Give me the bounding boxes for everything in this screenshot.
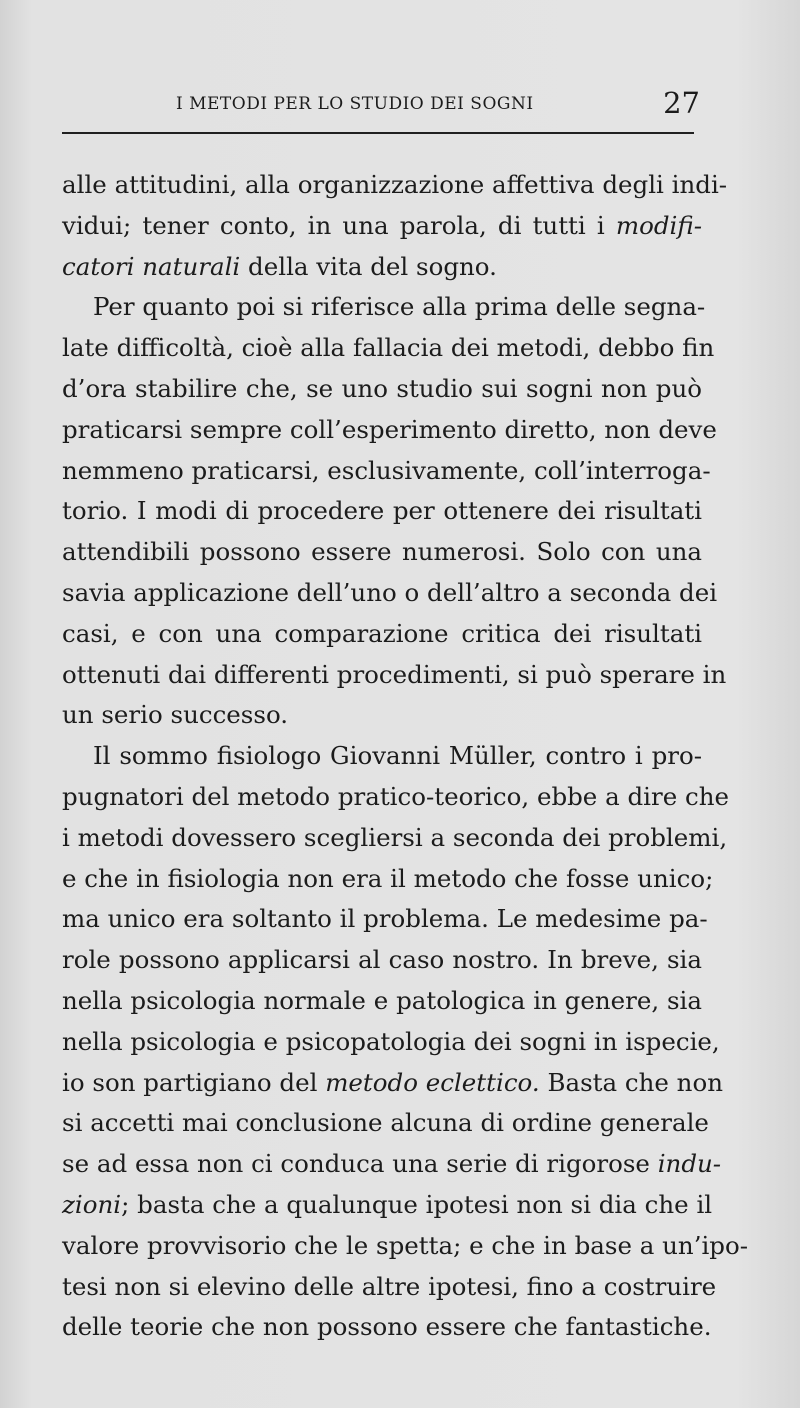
page-header xyxy=(62,86,700,126)
italic-term: catori naturali xyxy=(62,251,241,281)
text-line: delle teorie che non possono essere che fantastiche. xyxy=(62,1312,712,1342)
text-line: tesi non si elevino delle altre ipotesi, fino a costruire xyxy=(62,1271,717,1301)
page-number: 27 xyxy=(663,86,700,120)
text-line: role possono applicarsi al caso nostro. In breve, sia xyxy=(62,945,702,975)
text-line: Per quanto poi si riferisce alla prima delle segna- xyxy=(93,292,706,322)
text-line: ottenuti dai differenti procedimenti, si può sperare in xyxy=(62,659,727,689)
text-line: si accetti mai conclusione alcuna di ordine generale xyxy=(62,1108,709,1138)
text-line: late difficoltà, cioè alla fallacia dei metodi, debbo fin xyxy=(62,333,715,363)
italic-term: indu- xyxy=(657,1149,722,1179)
text-line: i metodi dovessero scegliersi a seconda dei problemi, xyxy=(62,822,728,852)
text-line: casi, e con una comparazione critica dei risultati xyxy=(62,618,702,648)
italic-term: metodo eclettico. xyxy=(325,1067,540,1097)
text-fragment: della vita del sogno. xyxy=(240,251,497,281)
text-line: nella psicologia normale e patologica in genere, sia xyxy=(62,985,702,1015)
text-line: d’ora stabilire che, se uno studio sui sogni non può xyxy=(62,373,702,403)
text-line: torio. I modi di procedere per ottenere dei risultati xyxy=(62,496,702,526)
text-line: pugnatori del metodo pratico-teorico, ebbe a dire che xyxy=(62,781,730,811)
text-line: praticarsi sempre coll’esperimento diretto, non deve xyxy=(62,414,717,444)
text-line: ma unico era soltanto il problema. Le medesime pa- xyxy=(62,904,708,934)
italic-term: zioni xyxy=(62,1189,122,1219)
text-line: un serio successo. xyxy=(62,700,289,730)
text-fragment: Basta che non xyxy=(539,1067,723,1097)
running-title: I METODI PER LO STUDIO DEI SOGNI xyxy=(176,94,534,114)
text-line: savia applicazione dell’uno o dell’altro a seconda dei xyxy=(62,577,718,607)
text-line: nella psicologia e psicopatologia dei sogni in ispecie, xyxy=(62,1026,720,1056)
text-fragment: se ad essa non ci conduca una serie di rigorose xyxy=(62,1149,658,1179)
text-line: Il sommo fisiologo Giovanni Müller, contro i pro- xyxy=(93,741,702,771)
text-line xyxy=(62,1063,723,1104)
text-fragment: vidui; tener conto, in una parola, di tutti i xyxy=(62,210,616,240)
text-line: alle attitudini, alla organizzazione affettiva degli indi- xyxy=(62,170,728,199)
header-rule xyxy=(62,132,694,134)
text-line: nemmeno praticarsi, esclusivamente, coll’interroga- xyxy=(62,455,711,485)
text-line xyxy=(62,1185,713,1226)
text-line xyxy=(62,247,702,288)
italic-term: modifi- xyxy=(615,210,702,240)
text-fragment: ; basta che a qualunque ipotesi non si dia che il xyxy=(121,1189,713,1219)
text-line xyxy=(62,1144,722,1185)
text-line xyxy=(62,206,702,247)
text-line: valore provvisorio che le spetta; e che in base a un’ipo- xyxy=(62,1230,749,1260)
text-line: attendibili possono essere numerosi. Solo con una xyxy=(62,537,702,567)
body-text xyxy=(62,165,749,1348)
text-fragment: io son partigiano del xyxy=(62,1067,326,1097)
text-line: e che in fisiologia non era il metodo che fosse unico; xyxy=(62,863,714,893)
